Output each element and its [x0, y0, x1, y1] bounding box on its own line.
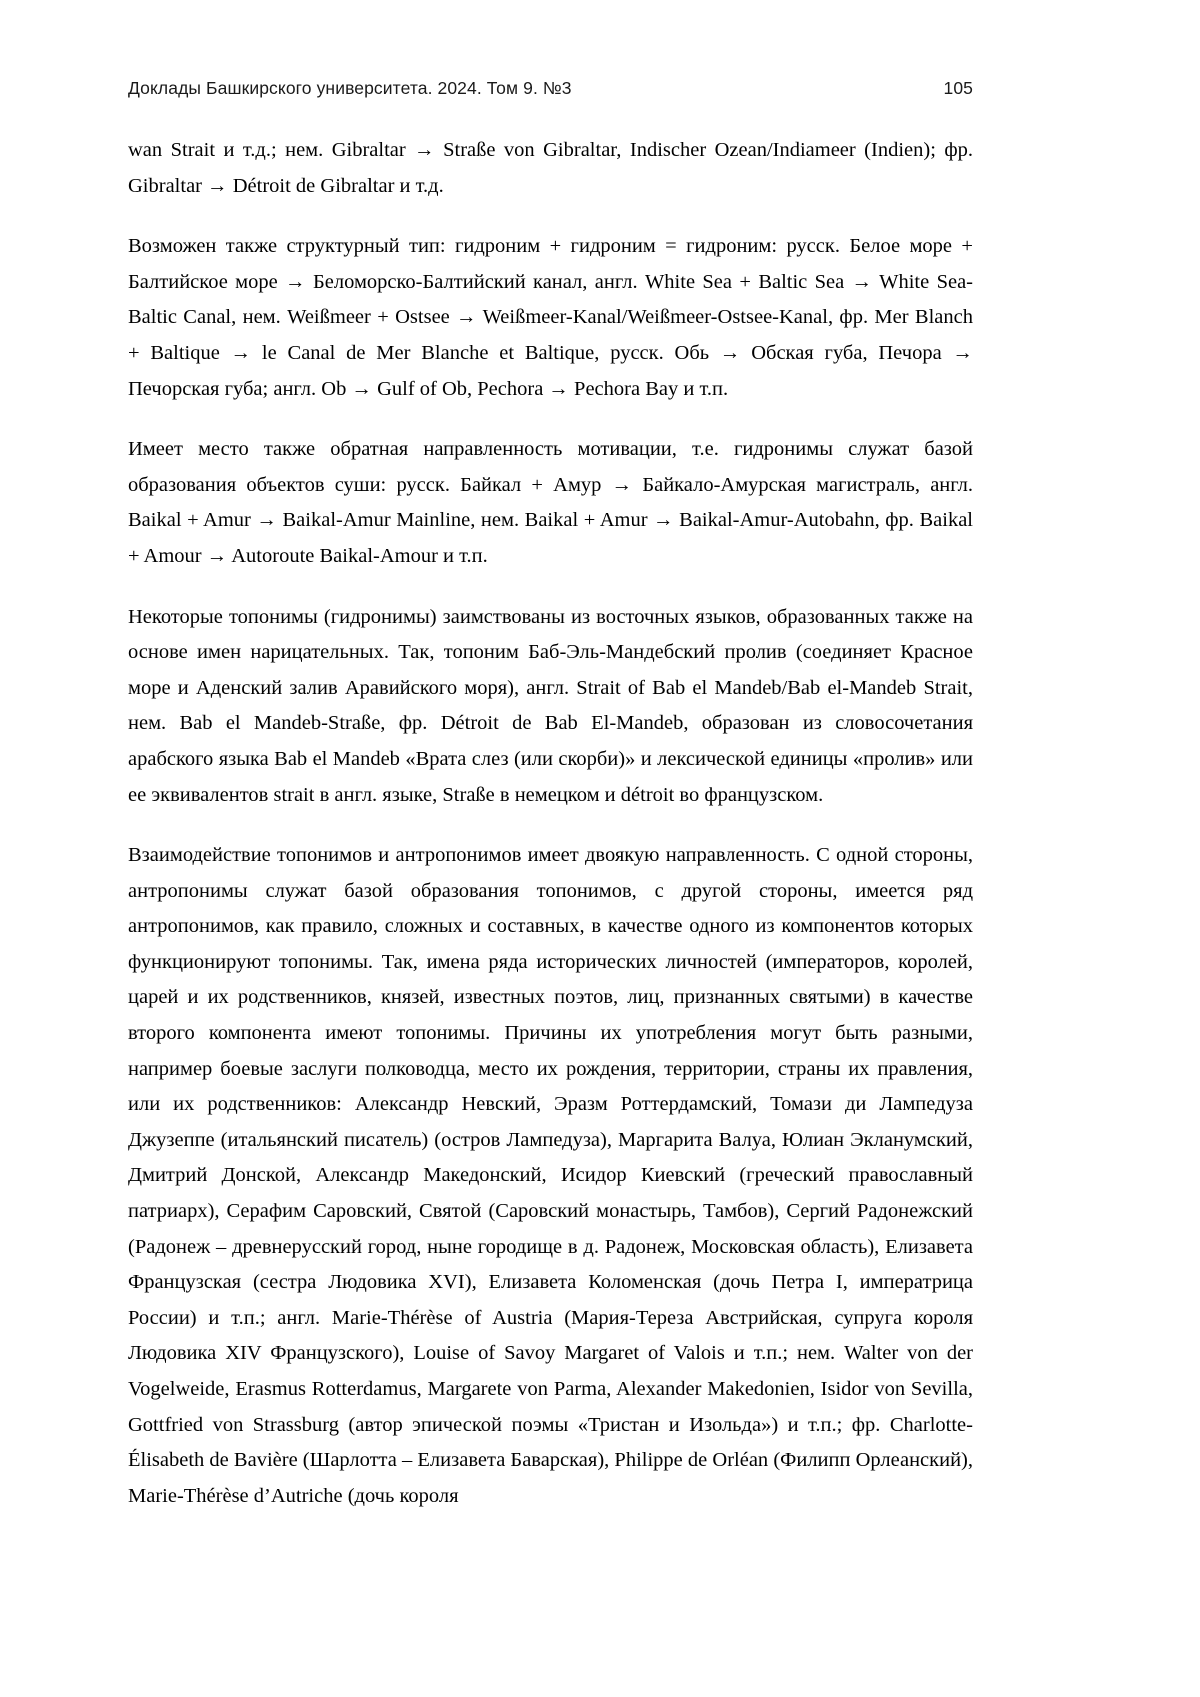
paragraph: Имеет место также обратная направленность мотивации, т.е. гидронимы служат базой образования объектов суши: русск. Байкал + Амур → Байкало-Амурская магистраль, англ. Baikal + Amur → Baikal-Amur Mainline, нем. Baikal + Amur → Baikal-Amur-Autobahn, фр. Baikal + Amour → Autoroute Baikal-Amour и т.п. [128, 438, 973, 567]
journal-reference: Доклады Башкирского университета. 2024. Том 9. №3 [128, 78, 572, 98]
paragraph: Некоторые топонимы (гидронимы) заимствованы из восточных языков, образованных также на основе имен нарицательных. Так, топоним Баб-Эль-Мандебский пролив (соединяет Красное море и Аденский залив Аравийского моря), англ. Strait of Bab el Mandeb/Bab el-Mandeb Strait, нем. Bab el Mandeb-Straße, фр. Détroit de Bab El-Mandeb, образован из словосочетания арабского языка Bab el Mandeb «Врата слез (или скорби)» и лексической единицы «пролив» или ее эквивалентов strait в англ. языке, Straße в немецком и détroit во французском. [128, 605, 973, 806]
paragraph: Возможен также структурный тип: гидроним + гидроним = гидроним: русск. Белое море + Балтийское море → Беломорско-Балтийский канал, англ. White Sea + Baltic Sea → White Sea-Baltic Canal, нем. Weißmeer + Ostsee → Weißmeer-Kanal/Weißmeer-Ostsee-Kanal, фр. Mer Blanch + Baltique → le Canal de Mer Blanche et Baltique, русск. Обь → Обская губа, Печора → Печорская губа; англ. Ob → Gulf of Ob, Pechora → Pechora Bay и т.п. [128, 235, 973, 400]
paragraph: wan Strait и т.д.; нем. Gibraltar → Straße von Gibraltar, Indischer Ozean/Indiameer (Indien); фр. Gibraltar → Détroit de Gibraltar и т.д. [128, 139, 973, 197]
article-body [128, 133, 973, 1514]
page-content [128, 78, 973, 1514]
page-header [128, 78, 973, 99]
page-number: 105 [943, 78, 973, 98]
paragraph: Взаимодействие топонимов и антропонимов имеет двоякую направленность. С одной стороны, антропонимы служат базой образования топонимов, с другой стороны, имеется ряд антропонимов, как правило, сложных и составных, в качестве одного из компонентов которых функционируют топонимы. Так, имена ряда исторических личностей (императоров, королей, царей и их родственников, князей, известных поэтов, лиц, признанных святыми) в качестве второго компонента имеют топонимы. Причины их употребления могут быть разными, например боевые заслуги полководца, место их рождения, территории, страны их правления, или их родственников: Александр Невский, Эразм Роттердамский, Томази ди Лампедуза Джузеппе (итальянский писатель) (остров Лампедуза), Маргарита Валуа, Юлиан Экланумский, Дмитрий Донской, Александр Македонский, Исидор Киевский (греческий православный патриарх), Серафим Саровский, Святой (Саровский монастырь, Тамбов), Сергий Радонежский (Радонеж – древнерусский город, ныне городище в д. Радонеж, Московская область), Елизавета Французская (сестра Людовика XVI), Елизавета Коломенская (дочь Петра I, императрица России) и т.п.; англ. Marie-Thérèse of Austria (Мария-Тереза Австрийская, супруга короля Людовика XIV Французского), Louise of Savoy Margaret of Valois и т.п.; нем. Walter von der Vogelweide, Erasmus Rotterdamus, Margarete von Parma, Alexander Makedonien, Isidor von Sevilla, Gottfried von Strassburg (автор эпической поэмы «Тристан и Изольда») и т.п.; фр. Charlotte-Élisabeth de Bavière (Шарлотта – Елизавета Баварская), Philippe de Orléan (Филипп Орлеанский), Marie-Thérèse d’Autriche (дочь короля [128, 844, 973, 1507]
